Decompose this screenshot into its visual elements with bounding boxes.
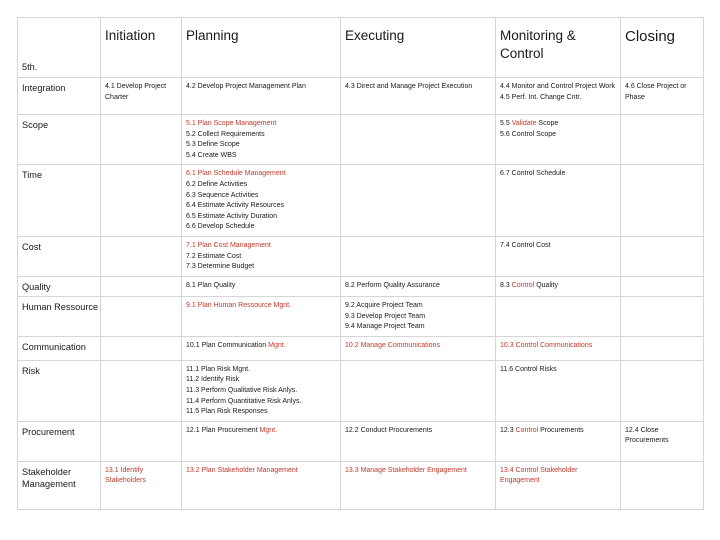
process-item: 10.3 Control Communications (500, 341, 593, 349)
process-item: 10.2 Manage Communications (345, 341, 440, 349)
knowledge-area-label: Procurement (18, 421, 101, 461)
process-item: 6.6 Develop Schedule (186, 223, 255, 231)
process-item: 4.5 Perf. Int. Change Cntr. (500, 93, 582, 101)
process-cell-executing (341, 360, 496, 421)
phase-header-closing: Closing (621, 18, 704, 78)
process-cell-closing (621, 276, 704, 296)
process-cell-planning (182, 336, 341, 360)
process-cell-monitoring (496, 421, 621, 461)
process-item: 13.3 Manage Stakeholder Engagement (345, 466, 467, 474)
process-item: 5.2 Collect Requirements (186, 130, 265, 138)
knowledge-area-label: Time (18, 165, 101, 237)
knowledge-area-label: Risk (18, 360, 101, 421)
process-cell-monitoring (496, 78, 621, 115)
table-row (18, 461, 704, 509)
process-item: 9.2 Acquire Project Team (345, 301, 423, 309)
process-item: 4.1 Develop Project Charter (105, 83, 167, 101)
process-cell-closing (621, 336, 704, 360)
process-item: 7.3 Determine Budget (186, 263, 255, 271)
process-item: 13.4 Control Stakeholder Engagement (500, 466, 578, 485)
process-cell-initiation (101, 236, 182, 276)
process-item: 4.3 Direct and Manage Project Execution (345, 83, 473, 90)
process-item: 5.3 Define Scope (186, 141, 240, 149)
process-item: 11.3 Perform Qualitative Risk Anlys. (186, 386, 298, 394)
process-item: 6.4 Estimate Activity Resources (186, 202, 285, 210)
process-item: 5.6 Control Scope (500, 130, 557, 138)
process-item: 6.2 Define Activities (186, 180, 248, 188)
process-cell-initiation (101, 115, 182, 165)
table-row (18, 236, 704, 276)
table-row (18, 421, 704, 461)
process-item: 11.6 Control Risks (500, 365, 557, 373)
process-cell-closing (621, 296, 704, 336)
process-cell-monitoring (496, 165, 621, 237)
process-cell-planning (182, 78, 341, 115)
process-item: 5.4 Create WBS (186, 151, 237, 159)
process-cell-executing (341, 461, 496, 509)
table-body (18, 78, 704, 510)
table-row (18, 276, 704, 296)
phase-header-initiation: Initiation (101, 18, 182, 78)
process-cell-monitoring (496, 461, 621, 509)
table-row (18, 115, 704, 165)
process-item: 4.6 Close Project or Phase (625, 83, 687, 101)
process-cell-closing (621, 461, 704, 509)
phase-header-planning: Planning (182, 18, 341, 78)
knowledge-area-label: Scope (18, 115, 101, 165)
knowledge-area-label: Communication (18, 336, 101, 360)
process-cell-initiation (101, 296, 182, 336)
process-item: 6.1 Plan Schedule Management (186, 170, 286, 178)
process-cell-closing (621, 236, 704, 276)
process-item: 4.4 Monitor and Control Project Work (500, 83, 616, 90)
process-cell-planning (182, 115, 341, 165)
knowledge-area-label: Integration (18, 78, 101, 115)
process-matrix-table (17, 17, 704, 510)
process-item: 9.1 Plan Human Ressource Mgnt. (186, 301, 292, 309)
process-item: 6.7 Control Schedule (500, 170, 566, 178)
process-cell-planning (182, 165, 341, 237)
process-item: 6.3 Sequence Activities (186, 191, 259, 199)
process-cell-executing (341, 296, 496, 336)
process-item: 7.1 Plan Cost Management (186, 241, 271, 249)
process-item: 13.2 Plan Stakeholder Management (186, 466, 298, 474)
table-row (18, 78, 704, 115)
process-cell-monitoring (496, 276, 621, 296)
process-cell-initiation (101, 461, 182, 509)
process-item: 7.4 Control Cost (500, 241, 551, 249)
process-item: 5.5 Validate Scope (500, 120, 559, 127)
knowledge-area-label: Quality (18, 276, 101, 296)
process-item: 12.2 Conduct Procurements (345, 426, 433, 434)
knowledge-area-label: Stakeholder Management (18, 461, 101, 509)
phase-header-monitoring: Monitoring & Control (496, 18, 621, 78)
process-cell-monitoring (496, 115, 621, 165)
process-cell-closing (621, 421, 704, 461)
process-item: 8.2 Perform Quality Assurance (345, 281, 440, 289)
process-cell-planning (182, 421, 341, 461)
process-cell-planning (182, 296, 341, 336)
table-row (18, 165, 704, 237)
process-cell-monitoring (496, 336, 621, 360)
process-cell-closing (621, 165, 704, 237)
table-row (18, 296, 704, 336)
process-cell-executing (341, 115, 496, 165)
process-item: 13.1 Identify Stakeholders (105, 466, 146, 485)
process-item: 12.3 Control Procurements (500, 426, 584, 434)
header-row (18, 18, 704, 78)
process-cell-initiation (101, 276, 182, 296)
process-item: 12.1 Plan Procurement Mgnt. (186, 426, 278, 434)
process-cell-initiation (101, 421, 182, 461)
process-cell-planning (182, 360, 341, 421)
process-item: 8.3 Control Quality (500, 281, 558, 289)
process-item: 9.3 Develop Project Team (345, 312, 426, 320)
process-cell-monitoring (496, 296, 621, 336)
process-item: 12.4 Close Procurements (625, 426, 669, 445)
process-cell-initiation (101, 360, 182, 421)
process-cell-monitoring (496, 360, 621, 421)
process-cell-executing (341, 421, 496, 461)
process-cell-planning (182, 461, 341, 509)
process-item: 11.4 Perform Quantitative Risk Anlys. (186, 397, 302, 405)
process-cell-executing (341, 336, 496, 360)
process-cell-initiation (101, 165, 182, 237)
process-cell-executing (341, 165, 496, 237)
process-item: 11.5 Plan Risk Responses (186, 408, 268, 416)
process-cell-planning (182, 236, 341, 276)
process-item: 6.5 Estimate Activity Duration (186, 212, 278, 220)
process-cell-closing (621, 360, 704, 421)
process-item: 8.1 Plan Quality (186, 281, 236, 289)
knowledge-area-label: Cost (18, 236, 101, 276)
process-item: 4.2 Develop Project Management Plan (186, 83, 306, 90)
process-item: 9.4 Manage Project Team (345, 323, 425, 331)
process-cell-closing (621, 115, 704, 165)
process-item: 7.2 Estimate Cost (186, 252, 242, 260)
process-cell-initiation (101, 78, 182, 115)
process-cell-monitoring (496, 236, 621, 276)
table-row (18, 336, 704, 360)
process-cell-executing (341, 276, 496, 296)
table-row (18, 360, 704, 421)
process-item: 11.1 Plan Risk Mgnt. (186, 365, 251, 373)
process-cell-executing (341, 236, 496, 276)
knowledge-area-label: Human Ressource (18, 296, 101, 336)
process-cell-closing (621, 78, 704, 115)
process-item: 10.1 Plan Communication Mgnt. (186, 341, 286, 349)
process-item: 11.2 Identify Risk (186, 376, 240, 384)
corner-label: 5th. (18, 18, 101, 78)
process-cell-executing (341, 78, 496, 115)
process-cell-planning (182, 276, 341, 296)
process-item: 5.1 Plan Scope Management (186, 120, 277, 127)
process-cell-initiation (101, 336, 182, 360)
phase-header-executing: Executing (341, 18, 496, 78)
